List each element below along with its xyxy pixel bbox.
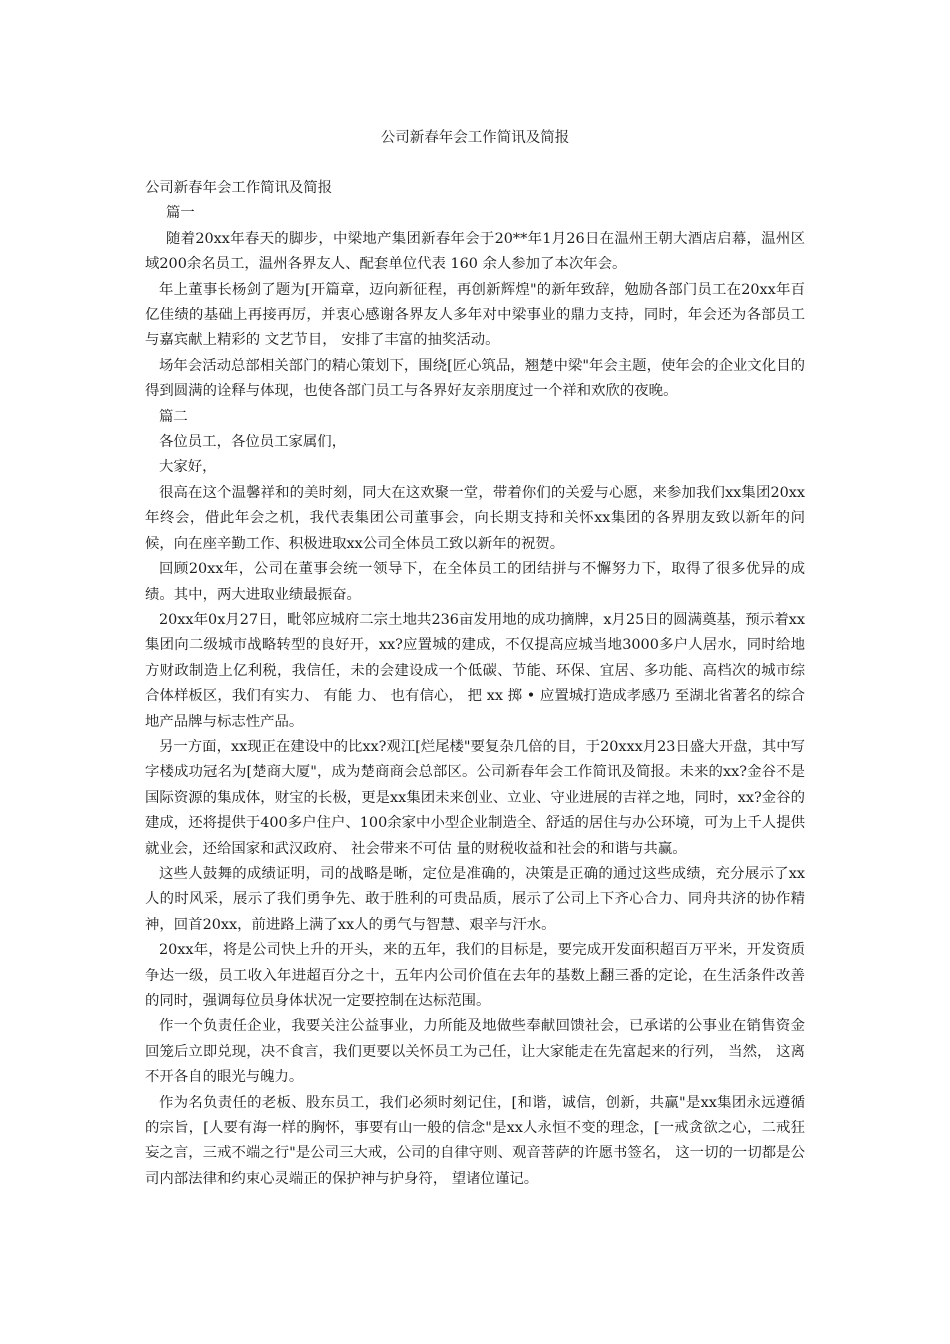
paragraph: 场年会活动总部相关部门的精心策划下，围绕[匠心筑品，翘楚中梁"年会主题，使年会的企业文化目的得到圆满的诠释与体现，也使各部门员工与各界好友亲朋度过一个祥和欢欣的夜晚。	[145, 357, 805, 400]
paragraph: 年上董事长杨剑了题为[开篇章，迈向新征程，再创新辉煌"的新年致辞，勉励各部门员工在20xx年百亿佳绩的基础上再接再厉，并衷心感谢各界友人多年对中梁事业的鼎力支持，同时，年会还为各部员工与嘉宾献上精彩的 文艺节目， 安排了丰富的抽奖活动。	[145, 281, 805, 349]
salutation: 各位员工，各位员工家属们，	[159, 434, 347, 451]
paragraph: 20xx年，将是公司快上升的开头，来的五年，我们的目标是，要完成开发面积超百万平米，开发资质争达一级，员工收入年进超百分之十，五年内公司价值在去年的基数上翻三番的定论，在生活条件改善的同时，强调每位员身体状况一定要控制在达标范围。	[145, 942, 805, 1009]
greeting: 大家好，	[159, 459, 217, 476]
document-subtitle: 公司新春年会工作简讯及简报	[145, 180, 333, 196]
paragraph: 20xx年0x月27日，毗邻应城府二宗土地共236亩发用地的成功摘牌，x月25日的圆满奠基，预示着xx集团向二级城市战略转型的良好开，xx?应置城的建成，不仅提高应城当地3000多户人居水，同时给地方财政制造上亿利税，我信任，未的会建设成一个低碳、节能、环保、宜居、多功能、高档次的城市综合体样板区，我们有实力、 有能 力、 也有信心， 把 xx 掷 • 应置城打造成孝感乃 至湖北省著名的综合地产品牌与标志性产品。	[145, 611, 805, 730]
paragraph: 另一方面，xx现正在建设中的比xx?观江[烂尾楼"要复杂几倍的目，于20xxx月23日盛大开盘，其中写字楼成功冠名为[楚商大厦"，成为楚商商会总部区。公司新春年会工作简讯及简报。未来的xx?金谷不是国际资源的集成体，财宝的长极，更是xx集团未来创业、立业、守业进展的吉祥之地，同时，xx?金谷的建成，还将提供于400多户住户、100余家中小型企业制造全、舒适的居住与办公环境，可为上千人提供就业会，还给国家和武汉政府、 社会带来不可估 量的财税收益和社会的和谐与共赢。	[145, 738, 805, 857]
paragraph: 这些人鼓舞的成绩证明，司的战略是晰，定位是准确的，决策是正确的通过这些成绩，充分展示了xx人的时风采，展示了我们勇争先、敢于胜利的可贵品质，展示了公司上下齐心合力、同舟共济的协作精神，回首20xx，前进路上满了xx人的勇气与智慧、艰辛与汗水。	[145, 865, 805, 933]
paragraph: 回顾20xx年，公司在董事会统一领导下，在全体员工的团结拼与不懈努力下，取得了很多优异的成绩。其中，两大进取业绩最振奋。	[145, 561, 805, 603]
paragraph: 作为名负责任的老板、股东员工，我们必须时刻记住，[和谐，诚信，创新，共赢"是xx集团永远遵循的宗旨，[人要有海一样的胸怀，事要有山一般的信念"是xx人永恒不变的理念，[一戒贪欲之心，二戒狂妄之言，三戒不端之行"是公司三大戒，公司的自律守则、观音菩萨的许愿书签名， 这一切的一切都是公司内部法律和约束心灵端正的保护神与护身符， 望诸位谨记。	[145, 1094, 805, 1187]
section-heading-2: 篇二	[159, 408, 188, 425]
paragraph: 作一个负责任企业，我要关注公益事业，力所能及地做些奉献回馈社会，已承诺的公事业在销售资金回笼后立即兑现，决不食言，我们更要以关怀员工为己任，让大家能走在先富起来的行列， 当然， 这离不开各自的眼光与魄力。	[145, 1018, 805, 1086]
document-title: 公司新春年会工作简讯及简报	[380, 130, 570, 146]
paragraph: 随着20xx年春天的脚步，中梁地产集团新春年会于20**年1月26日在温州王朝大酒店启幕，温州区域200余名员工，温州各界友人、配套单位代表 160 余人参加了本次年会。	[145, 230, 805, 273]
paragraph: 很高在这个温馨祥和的美时刻，同大在这欢聚一堂，带着你们的关爱与心愿，来参加我们xx集团20xx年终会，借此年会之机，我代表集团公司董事会，向长期支持和关怀xx集团的各界朋友致以新年的问候，向在座辛勤工作、积极进取xx公司全体员工致以新年的祝贺。	[145, 484, 805, 552]
section-heading-1: 篇一	[166, 205, 195, 222]
document-body	[145, 176, 805, 1192]
